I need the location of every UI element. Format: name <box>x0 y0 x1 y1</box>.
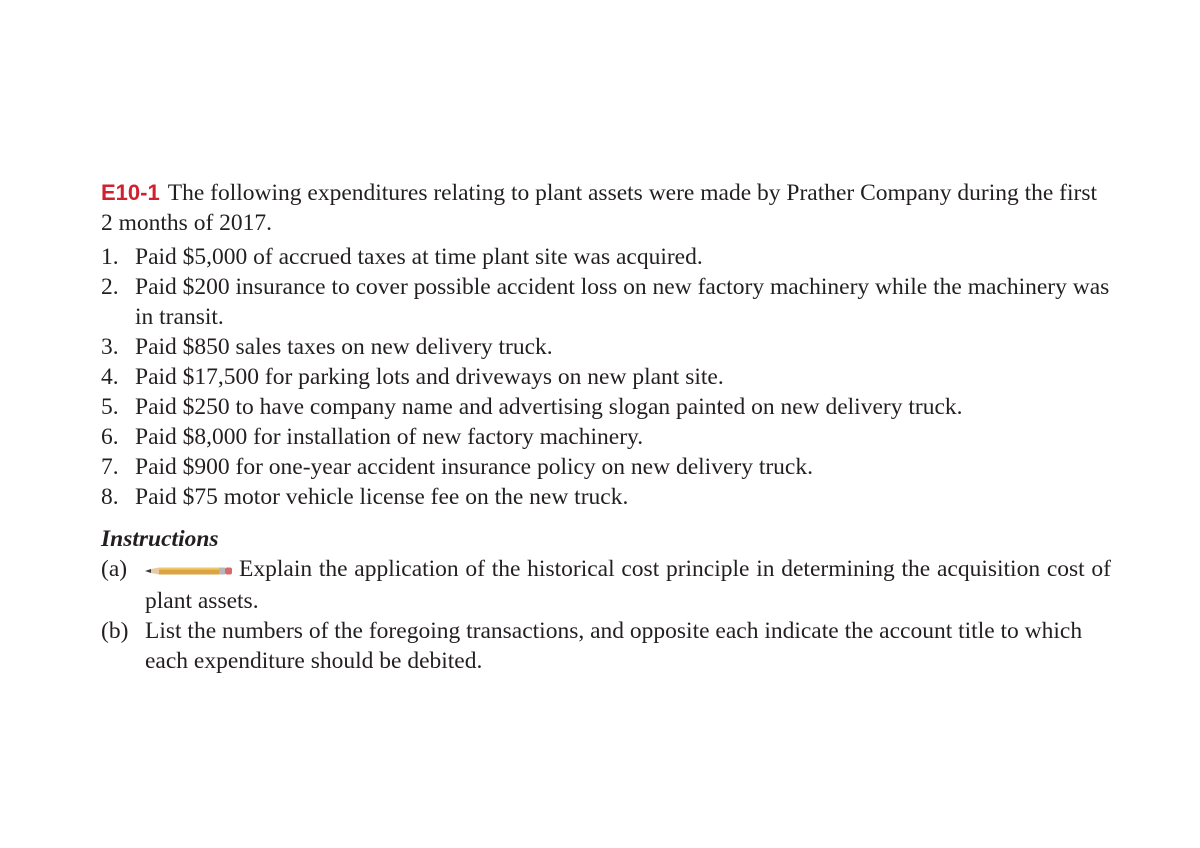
instruction-text: Explain the application of the historical cost principle in determining the acquisition cost of plant assets. <box>145 556 1111 614</box>
item-number: 8. <box>101 484 119 510</box>
item-number: 7. <box>101 454 119 480</box>
list-item <box>101 272 1111 332</box>
item-text: Paid $17,500 for parking lots and driveways on new plant site. <box>135 364 724 390</box>
intro-text: The following expenditures relating to plant assets were made by Prather Company during the first 2 months of 2017. <box>101 180 1098 236</box>
item-text: Paid $200 insurance to cover possible accident loss on new factory machinery while the machinery was in transit. <box>135 274 1110 330</box>
exercise-e10-1 <box>101 178 1111 676</box>
item-text: Paid $5,000 of accrued taxes at time plant site was acquired. <box>135 244 703 270</box>
instructions-heading: Instructions <box>101 526 219 552</box>
expenditure-list <box>101 242 1111 512</box>
list-item <box>101 422 1111 452</box>
list-item <box>101 452 1111 482</box>
item-text: Paid $850 sales taxes on new delivery truck. <box>135 334 553 360</box>
item-text: Paid $75 motor vehicle license fee on the new truck. <box>135 484 629 510</box>
pencil-icon <box>145 554 233 584</box>
item-number: 3. <box>101 334 119 360</box>
item-number: 2. <box>101 274 119 300</box>
item-text: Paid $250 to have company name and advertising slogan painted on new delivery truck. <box>135 394 963 420</box>
item-number: 6. <box>101 424 119 450</box>
item-text: Paid $8,000 for installation of new factory machinery. <box>135 424 644 450</box>
list-item <box>101 362 1111 392</box>
instruction-text: List the numbers of the foregoing transactions, and opposite each indicate the account title to which each expenditure should be debited. <box>145 617 1083 674</box>
instruction-b <box>101 616 1111 676</box>
item-number: 5. <box>101 394 119 420</box>
exercise-label: E10-1 <box>101 180 160 205</box>
item-text: Paid $900 for one-year accident insurance policy on new delivery truck. <box>135 454 813 480</box>
instruction-letter: (a) <box>101 556 128 582</box>
item-number: 1. <box>101 244 119 270</box>
exercise-intro <box>101 178 1111 238</box>
item-number: 4. <box>101 364 119 390</box>
list-item <box>101 482 1111 512</box>
list-item <box>101 392 1111 422</box>
instruction-letter: (b) <box>101 617 129 644</box>
instruction-a <box>101 554 1111 616</box>
list-item <box>101 332 1111 362</box>
list-item <box>101 242 1111 272</box>
